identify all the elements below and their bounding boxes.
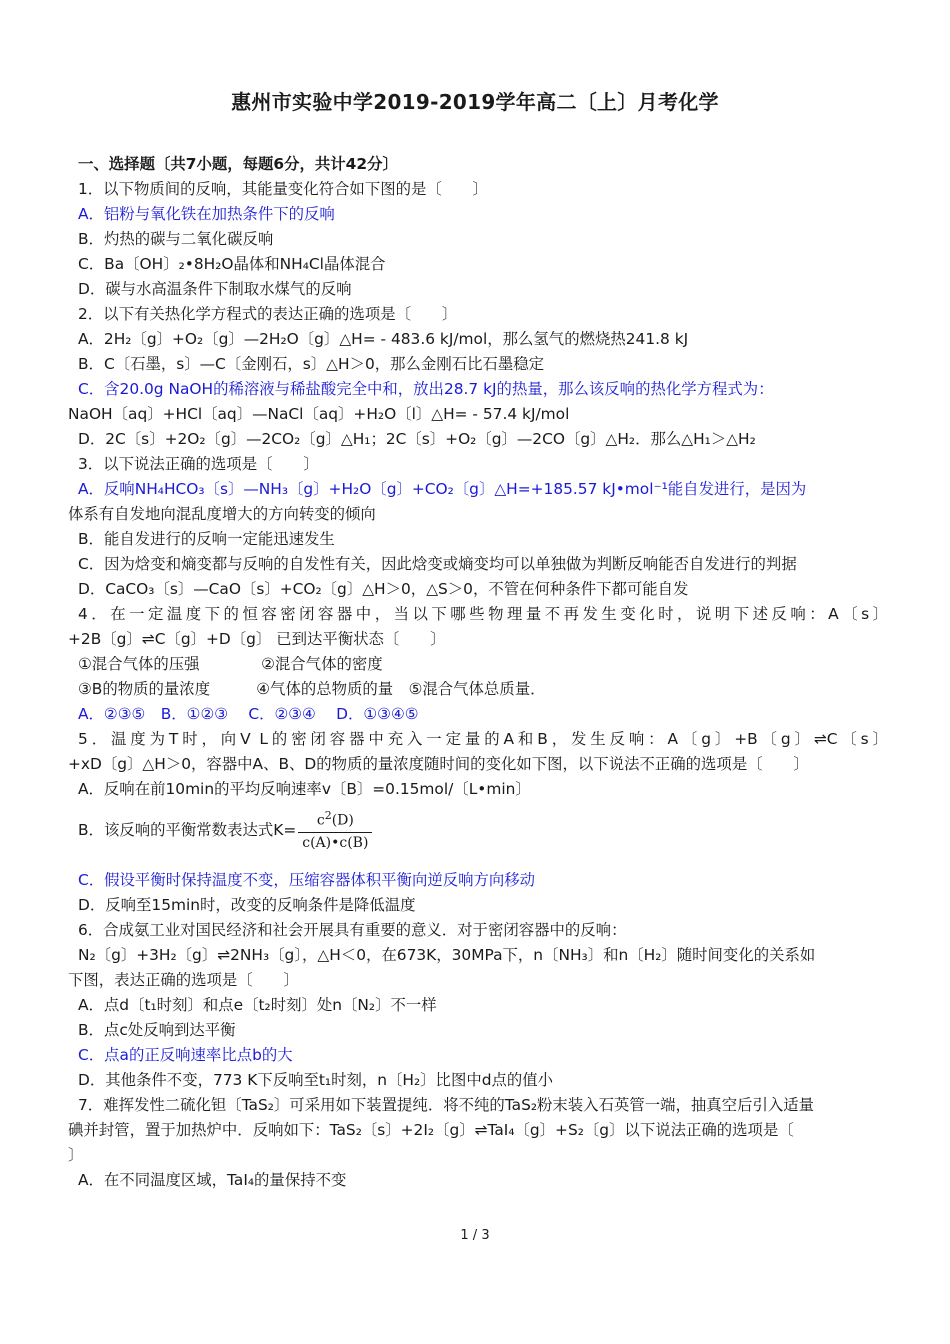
q6-stem: 6．合成氨工业对国民经济和社会开展具有重要的意义．对于密闭容器中的反响： (78, 921, 627, 939)
q4-options: A．②③⑤ B．①②③ C．②③④ D．①③④⑤ (78, 705, 419, 723)
q6-option-d: D．其他条件不变，773 K下反响至t₁时刻，n〔H₂〕比图中d点的值小 (78, 1071, 554, 1089)
q3-option-a-cont: 体系有自发地向混乱度增大的方向转变的倾向 (68, 505, 376, 523)
q5-option-b (68, 802, 888, 856)
fraction-numerator: $c^2(D)$ (298, 805, 372, 833)
q2-option-d: D．2C〔s〕+2O₂〔g〕—2CO₂〔g〕△H₁；2C〔s〕+O₂〔g〕—2CO〔g〕△H₂．那么△H₁＞△H₂ (78, 430, 756, 448)
q7-stem-end: 〕 (68, 1146, 84, 1164)
q5-stem: 5．温度为T时，向V L的密闭容器中充入一定量的A和B，发生反响：A〔g〕+B〔g〕⇌C〔s〕 (78, 730, 888, 748)
q7-stem-cont: 碘并封管，置于加热炉中．反响如下：TaS₂〔s〕+2I₂〔g〕⇌TaI₄〔g〕+S₂〔g〕以下说法正确的选项是〔 (68, 1121, 794, 1139)
q5-option-b-label: B．该反响的平衡常数表达式K= (78, 821, 297, 839)
q3-option-a: A．反响NH₄HCO₃〔s〕—NH₃〔g〕+H₂O〔g〕+CO₂〔g〕△H=+185.57 kJ•mol⁻¹能自发进行，是因为 (78, 480, 807, 498)
section-heading: 一、选择题〔共7小题，每题6分，共计42分〕 (78, 155, 398, 173)
page-number: 1 / 3 (460, 1228, 490, 1243)
q4-stem-cont: +2B〔g〕⇌C〔g〕+D〔g〕 已到达平衡状态〔 〕 (68, 630, 446, 648)
q4-items-2: ③B的物质的量浓度 ④气体的总物质的量 ⑤混合气体总质量． (78, 680, 546, 698)
q2-option-c: C．含20.0g NaOH的稀溶液与稀盐酸完全中和，放出28.7 kJ的热量，那么该反响的热化学方程式为： (78, 380, 774, 398)
fraction-denominator: c(A)•c(B) (302, 834, 369, 851)
q7-stem: 7．难挥发性二硫化钽〔TaS₂〕可采用如下装置提纯．将不纯的TaS₂粉末装入石英管一端，抽真空后引入适量 (78, 1096, 815, 1114)
q1-option-c: C．Ba〔OH〕₂•8H₂O晶体和NH₄Cl晶体混合 (78, 255, 386, 273)
question-content (68, 152, 888, 1193)
q6-option-a: A．点d〔t₁时刻〕和点e〔t₂时刻〕处n〔N₂〕不一样 (78, 996, 437, 1014)
q6-stem-cont: 下图，表达正确的选项是〔 〕 (68, 971, 299, 989)
equilibrium-constant-fraction (298, 805, 372, 853)
q3-option-b: B．能自发进行的反响一定能迅速发生 (78, 530, 335, 548)
q2-option-b: B．C〔石墨，s〕—C〔金刚石，s〕△H＞0，那么金刚石比石墨稳定 (78, 355, 545, 373)
q4-stem: 4．在一定温度下的恒容密闭容器中，当以下哪些物理量不再发生变化时，说明下述反响：A〔s〕 (78, 605, 888, 623)
q6-equation: N₂〔g〕+3H₂〔g〕⇌2NH₃〔g〕，△H＜0，在673K，30MPa下，n〔NH₃〕和n〔H₂〕随时间变化的关系如 (78, 946, 816, 964)
q5-option-d: D．反响至15min时，改变的反响条件是降低温度 (78, 896, 416, 914)
q2-option-c-cont: NaOH〔aq〕+HCl〔aq〕—NaCl〔aq〕+H₂O〔l〕△H= - 57.4 kJ/mol (68, 405, 570, 423)
q1-option-d: D．碳与水高温条件下制取水煤气的反响 (78, 280, 352, 298)
q3-option-d: D．CaCO₃〔s〕—CaO〔s〕+CO₂〔g〕△H＞0，△S＞0，不管在何种条件下都可能自发 (78, 580, 689, 598)
q1-stem: 1．以下物质间的反响，其能量变化符合如下图的是〔 〕 (78, 180, 488, 198)
q7-option-a: A．在不同温度区域，TaI₄的量保持不变 (78, 1171, 347, 1189)
q2-option-a: A．2H₂〔g〕+O₂〔g〕—2H₂O〔g〕△H= - 483.6 kJ/mol，那么氢气的燃烧热241.8 kJ (78, 330, 689, 348)
q1-option-a: A．铝粉与氧化铁在加热条件下的反响 (78, 205, 335, 223)
document-title: 惠州市实验中学2019-2019学年高二〔上〕月考化学 (231, 90, 719, 114)
q2-stem: 2．以下有关热化学方程式的表达正确的选项是〔 〕 (78, 305, 458, 323)
q6-option-c: C．点a的正反响速率比点b的大 (78, 1046, 293, 1064)
q5-option-a: A．反响在前10min的平均反响速率v〔B〕=0.15mol/〔L•min〕 (78, 780, 531, 798)
q5-stem-cont: +xD〔g〕△H＞0，容器中A、B、D的物质的量浓度随时间的变化如下图，以下说法不正确的选项是〔 〕 (68, 755, 809, 773)
q3-stem: 3．以下说法正确的选项是〔 〕 (78, 455, 319, 473)
q6-option-b: B．点c处反响到达平衡 (78, 1021, 236, 1039)
q5-option-c: C．假设平衡时保持温度不变，压缩容器体积平衡向逆反响方向移动 (78, 871, 536, 889)
q1-option-b: B．灼热的碳与二氧化碳反响 (78, 230, 274, 248)
q3-option-c: C．因为焓变和熵变都与反响的自发性有关，因此焓变或熵变均可以单独做为判断反响能否自发进行的判据 (78, 555, 797, 573)
q4-items-1: ①混合气体的压强 ②混合气体的密度 (78, 655, 383, 673)
